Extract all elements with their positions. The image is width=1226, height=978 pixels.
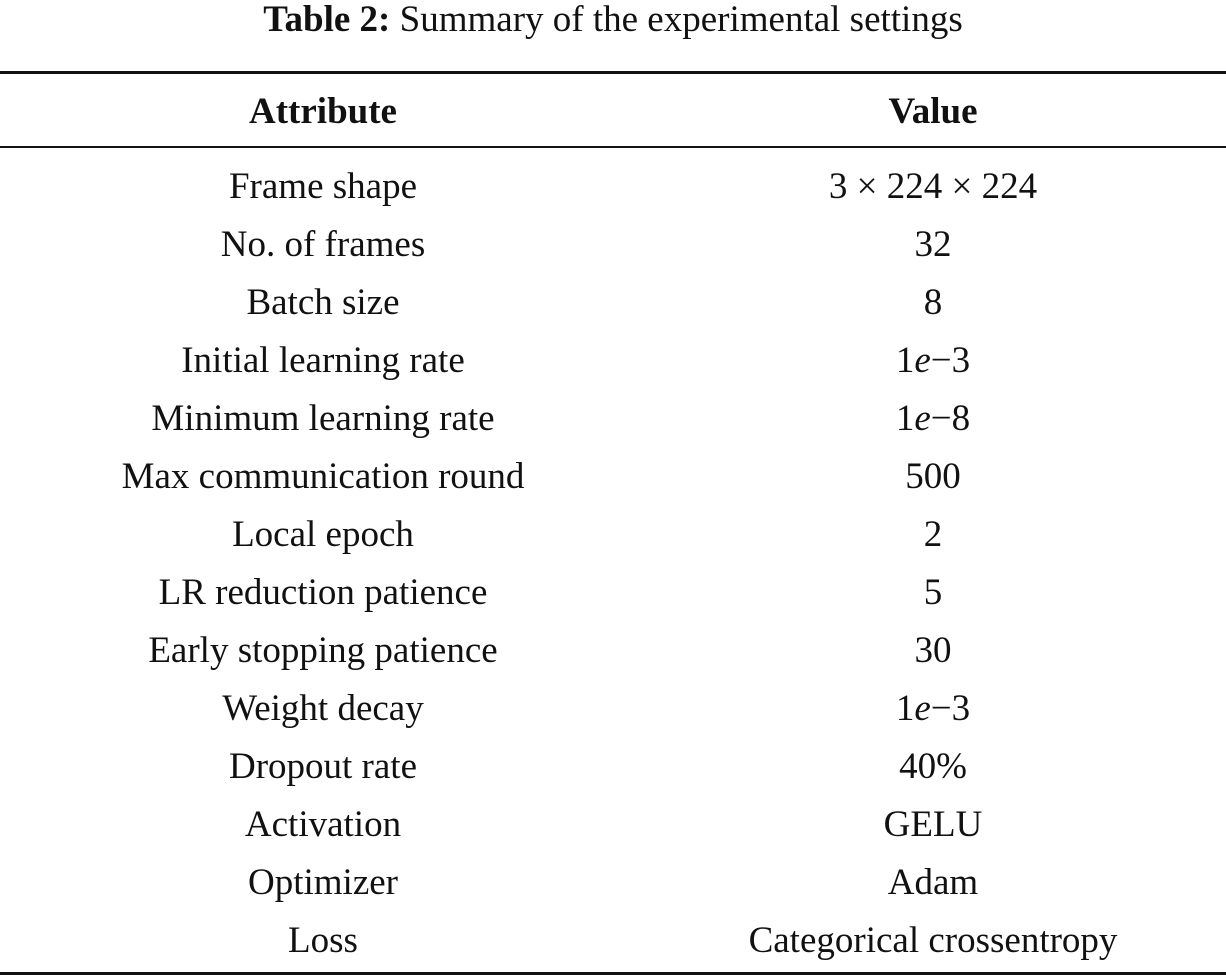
value-cell: 1e−3 (895, 688, 971, 729)
attribute-cell: No. of frames (220, 224, 426, 265)
value-cell: 1e−3 (895, 340, 971, 381)
value-cell: 5 (923, 572, 943, 613)
caption-label: Table 2: (263, 0, 391, 40)
table-row (0, 158, 1226, 216)
attribute-cell: Minimum learning rate (151, 398, 495, 439)
table-row (0, 332, 1226, 390)
table-row (0, 854, 1226, 912)
value-cell: 500 (905, 456, 961, 497)
attribute-cell: Batch size (246, 282, 400, 323)
value-cell: 1e−8 (895, 398, 971, 439)
attribute-cell: LR reduction patience (158, 572, 488, 613)
table-row (0, 564, 1226, 622)
attribute-cell: Frame shape (228, 166, 418, 207)
value-cell: Categorical crossentropy (748, 920, 1118, 961)
table-row (0, 622, 1226, 680)
value-cell: Adam (887, 862, 979, 903)
table-body (0, 158, 1226, 970)
table-row (0, 274, 1226, 332)
header-value: Value (888, 91, 978, 132)
caption-text: Summary of the experimental settings (399, 0, 963, 40)
table-row (0, 448, 1226, 506)
exponent-symbol: e (914, 688, 931, 729)
header-attribute: Attribute (249, 91, 397, 132)
attribute-cell: Loss (288, 920, 358, 961)
attribute-cell: Activation (244, 804, 402, 845)
value-cell: 3 × 224 × 224 (828, 166, 1038, 207)
header-rule (0, 146, 1226, 148)
bottom-rule (0, 972, 1226, 975)
value-cell: 30 (914, 630, 952, 671)
attribute-cell: Early stopping patience (148, 630, 498, 671)
table-row (0, 738, 1226, 796)
table-row (0, 506, 1226, 564)
exponent-symbol: e (914, 398, 931, 439)
attribute-cell: Initial learning rate (181, 340, 465, 381)
table-row (0, 796, 1226, 854)
top-rule (0, 71, 1226, 74)
value-cell: GELU (883, 804, 983, 845)
table-row (0, 390, 1226, 448)
exponent-symbol: e (914, 340, 931, 381)
value-cell: 2 (923, 514, 943, 555)
attribute-cell: Weight decay (222, 688, 424, 729)
table-row (0, 216, 1226, 274)
attribute-cell: Dropout rate (228, 746, 418, 787)
attribute-cell: Max communication round (121, 456, 525, 497)
attribute-cell: Local epoch (232, 514, 414, 555)
value-cell: 32 (914, 224, 952, 265)
table-row (0, 912, 1226, 970)
attribute-cell: Optimizer (247, 862, 398, 903)
table-caption (0, 0, 1226, 44)
table-row (0, 680, 1226, 738)
value-cell: 40% (899, 746, 967, 787)
value-cell: 8 (923, 282, 943, 323)
table-header (0, 88, 1226, 136)
